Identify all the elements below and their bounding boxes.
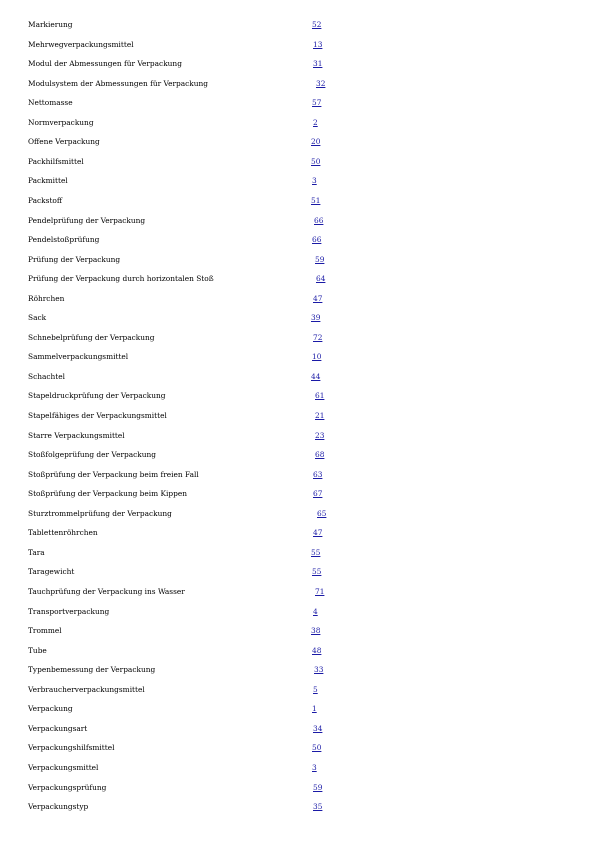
page-link[interactable]: 67 [313,489,323,499]
page-link[interactable]: 64 [316,274,326,284]
page-link[interactable]: 65 [317,508,327,518]
index-entry [28,351,368,363]
page-link[interactable]: 72 [313,332,323,342]
page-link[interactable]: 68 [315,450,325,460]
index-term: Verpackungsmittel [28,762,99,772]
page-link[interactable]: 47 [313,293,323,303]
index-entry [28,742,368,754]
index-entry [28,801,368,813]
page-link[interactable]: 2 [313,117,318,127]
index-term: Packhilfsmittel [28,156,84,166]
index-term: Nettomasse [28,98,73,108]
page-link[interactable]: 59 [315,254,325,264]
page-link[interactable]: 33 [314,665,324,675]
page-link[interactable]: 35 [313,802,323,811]
page-link[interactable]: 39 [311,313,321,323]
page-link[interactable]: 52 [312,20,322,29]
index-term: Tube [28,645,47,655]
index-entry [28,371,368,383]
index-entry [28,508,368,520]
index-term: Stapeldruckprüfung der Verpackung [28,391,166,401]
index-term: Stoßprüfung der Verpackung beim freien Fall [28,469,199,479]
index-term: Verpackungsprüfung [28,782,107,792]
index-entry [28,254,368,266]
index-term: Tauchprüfung der Verpackung ins Wasser [28,587,185,596]
page-link[interactable]: 10 [312,352,322,362]
index-entry [28,684,368,696]
index-term: Mehrwegverpackungsmittel [28,39,134,49]
index-term: Modul der Abmessungen für Verpackung [28,59,182,69]
page-link[interactable]: 44 [311,371,321,381]
index-term: Prüfung der Verpackung durch horizontalen Stoß [28,274,214,284]
index-entry [28,703,368,715]
page-link[interactable]: 38 [311,626,321,636]
page-link[interactable]: 51 [311,196,321,205]
index-term: Schnebelprüfung der Verpackung [28,332,155,342]
page-link[interactable]: 50 [311,156,321,166]
index-term: Stoßfolgeprüfung der Verpackung [28,450,156,460]
page-link[interactable]: 21 [315,411,325,420]
page-link[interactable]: 61 [315,391,325,401]
index-entry [28,195,368,207]
index-term: Stapelfähiges der Verpackungsmittel [28,411,167,420]
index-entry [28,215,368,227]
index-term: Verpackung [28,704,73,714]
page-link[interactable]: 20 [311,137,321,147]
index-entry [28,175,368,187]
index-entry [28,527,368,539]
page-link[interactable]: 3 [312,762,317,772]
page-link[interactable]: 13 [313,39,323,49]
index-entry [28,723,368,735]
index-term: Trommel [28,626,62,636]
index-term: Sack [28,313,47,323]
page-link[interactable]: 50 [312,743,322,753]
index-entry [28,410,368,422]
index-entry [28,117,368,129]
index-term: Röhrchen [28,293,65,303]
index-entry [28,469,368,481]
index-entry [28,312,368,324]
index-term: Typenbemessung der Verpackung [28,665,156,675]
index-term: Sammelverpackungsmittel [28,352,129,362]
index-entry [28,449,368,461]
page-link[interactable]: 59 [313,782,323,792]
index-entry [28,488,368,500]
page-link[interactable]: 23 [315,430,325,440]
index-entry [28,782,368,794]
index-entry [28,664,368,676]
page-link[interactable]: 5 [313,684,318,694]
index-entry [28,566,368,578]
index-term: Verbraucherverpackungsmittel [28,684,145,694]
index-entry [28,645,368,657]
page-link[interactable]: 48 [312,645,322,655]
index-entry [28,39,368,51]
index-entry [28,156,368,168]
page-link[interactable]: 66 [314,215,324,225]
index-entry [28,547,368,559]
index-entry [28,762,368,774]
page-link[interactable]: 47 [313,528,323,538]
index-term: Starre Verpackungsmittel [28,430,125,440]
index-entry [28,390,368,402]
index-entry [28,19,368,31]
index-term: Tablettenröhrchen [28,528,98,538]
index-entry [28,332,368,344]
index-term: Packstoff [28,196,63,205]
page-link[interactable]: 32 [316,78,326,88]
index-term: Modulsystem der Abmessungen für Verpackung [28,78,209,88]
index-term: Verpackungshilfsmittel [28,743,115,753]
index-term: Verpackungsart [28,723,88,733]
index-entry [28,78,368,90]
index-entry [28,606,368,618]
index-entry [28,97,368,109]
index-entry [28,58,368,70]
index-term: Offene Verpackung [28,137,100,147]
page-link[interactable]: 55 [312,567,322,577]
index-entry [28,293,368,305]
index-term: Stoßprüfung der Verpackung beim Kippen [28,489,187,499]
index-term: Pendelstoßprüfung [28,235,100,245]
page-link[interactable]: 31 [313,59,323,69]
index-term: Tara [28,547,45,557]
page-link[interactable]: 4 [313,606,318,616]
index-entry [28,625,368,637]
index-entry [28,586,368,598]
index-entry [28,136,368,148]
index-term: Verpackungstyp [28,802,89,811]
index-term: Normverpackung [28,117,94,127]
page-link[interactable]: 57 [312,98,322,108]
index-entry [28,430,368,442]
page-link[interactable]: 63 [313,469,323,479]
index-term: Packmittel [28,176,68,186]
index-term: Pendelprüfung der Verpackung [28,215,146,225]
index-term: Schachtel [28,371,65,381]
page-link[interactable]: 55 [311,547,321,557]
page-link[interactable]: 71 [315,587,325,596]
index-term: Markierung [28,20,73,29]
index-term: Prüfung der Verpackung [28,254,121,264]
page-link[interactable]: 1 [312,704,317,714]
page-link[interactable]: 34 [313,723,323,733]
page-link[interactable]: 66 [312,235,322,245]
page-link[interactable]: 3 [312,176,317,186]
index-term: Sturztrommelprüfung der Verpackung [28,508,172,518]
index-entry [28,273,368,285]
index-term: Transportverpackung [28,606,110,616]
index-entry [28,234,368,246]
index-term: Taragewicht [28,567,75,577]
